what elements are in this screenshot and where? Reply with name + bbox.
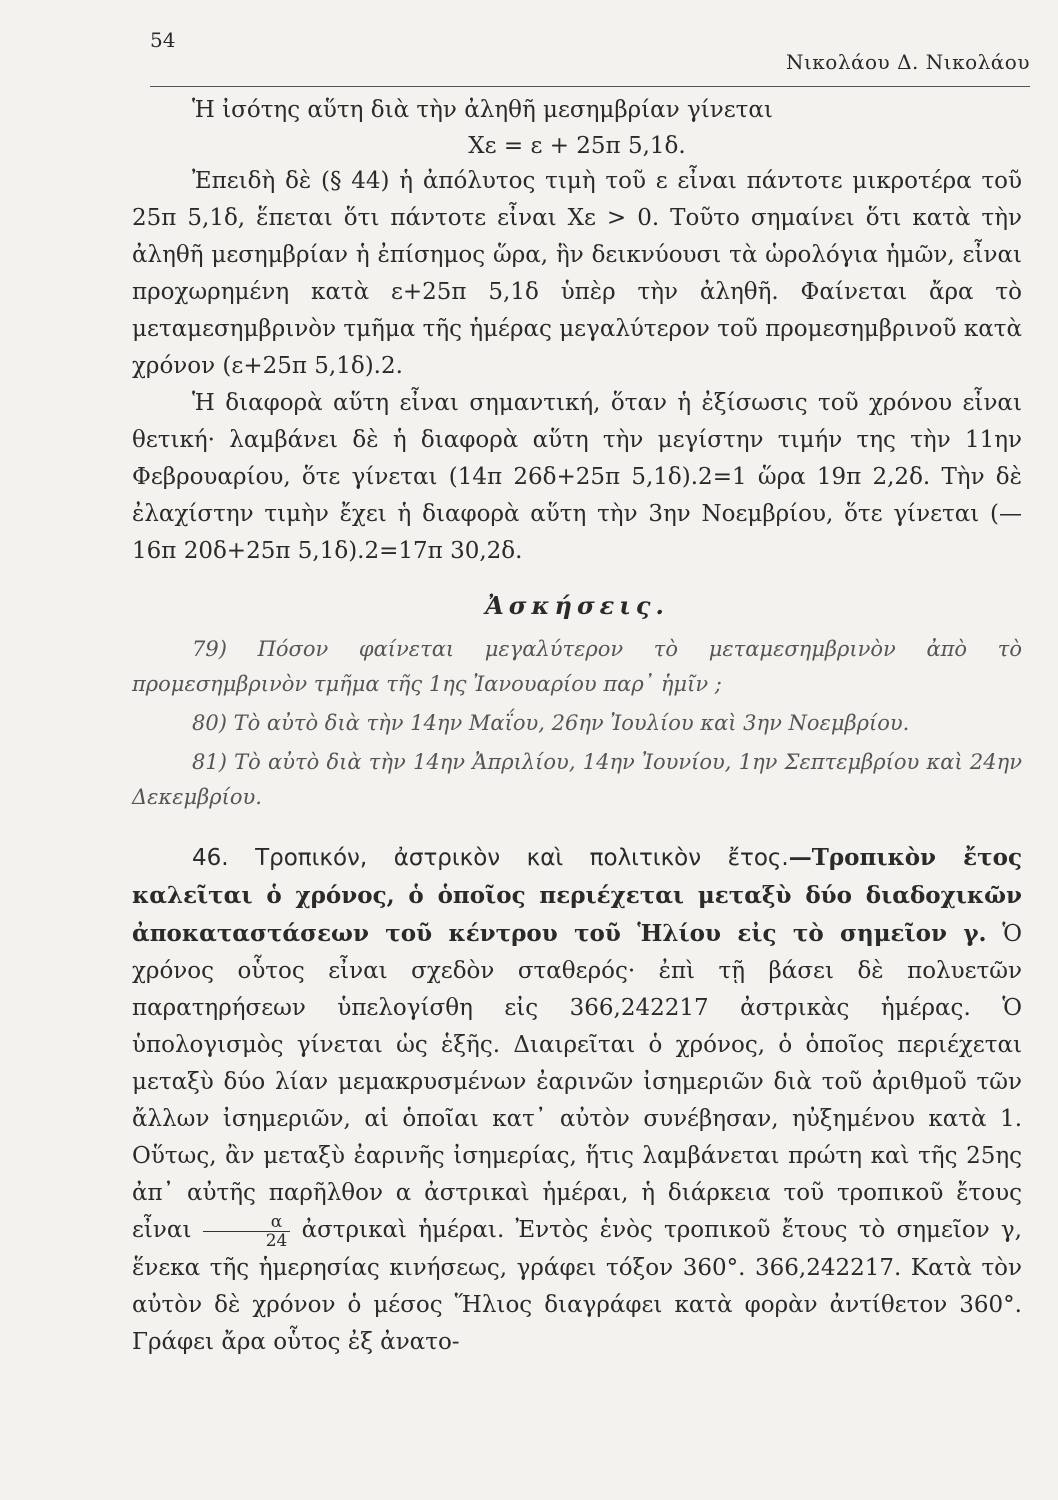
exercise-80: 80) Τὸ αὐτὸ διὰ τὴν 14ην Μαΐου, 26ην Ἰουλίου καὶ 3ην Νοεμβρίου. [192,711,910,735]
section-46-paragraph [132,839,1022,1361]
definition-text: —Τροπικὸν ἔτος καλεῖται ὁ χρόνος, ὁ ὁποῖος περιέχεται μεταξὺ δύο διαδοχικῶν ἀποκαταστάσεων τοῦ κέντρου τοῦ Ἡλίου εἰς τὸ σημεῖον γ. [132,844,1022,947]
page-number: 54 [150,28,176,52]
exercise-81: 81) Τὸ αὐτὸ διὰ τὴν 14ην Ἀπριλίου, 14ην Ἰουνίου, 1ην Σεπτεμβρίου καὶ 24ην Δεκεμβρίου. [132,750,1022,809]
fraction-denominator: 24 [265,1230,288,1251]
section-text-2: ἀστρικαὶ ἡμέραι. Ἐντὸς ἑνὸς τροπικοῦ ἔτους τὸ σημεῖον γ, ἕνεκα τῆς ἡμερησίας κινήσεως, γράφει τόξον 360°. 366,242217. Κατὰ τὸν αὐτὸν δὲ χρόνον ὁ μέσος Ἥλιος διαγράφει κατὰ φορὰν ἀντίθετον 360°. Γράφει ἄρα οὗτος ἐξ ἀνατο- [132,1217,1022,1355]
section-heading: 46. Τροπικόν, ἀστρικὸν καὶ πολιτικὸν ἔτος. [192,845,789,871]
exercises-title: Ἀσκήσεις. [485,591,669,620]
section-text-1: Ὁ χρόνος οὗτος εἶναι σχεδὸν σταθερός· ἐπὶ τῇ βάσει δὲ πολυετῶν παρατηρήσεων ὑπελογίσθη εἰς 366,242217 ἀστρικὰς ἡμέρας. Ὁ ὑπολογισμὸς γίνεται ὡς ἑξῆς. Διαιρεῖται ὁ χρόνος, ὁ ὁποῖος περιέχεται μεταξὺ δύο λίαν μεμακρυσμένων ἐαρινῶν ἰσημεριῶν διὰ τοῦ ἀριθμοῦ τῶν ἄλλων ἰσημεριῶν, αἱ ὁποῖαι κατ᾽ αὐτὸν συνέβησαν, ηὐξημένου κατὰ 1. Οὕτως, ἂν μεταξὺ ἐαρινῆς ἰσημερίας, ἥτις λαμβάνεται πρώτη καὶ τῆς 25ης ἀπ᾽ αὐτῆς παρῆλθον α ἀστρικαὶ ἡμέραι, ἡ διάρκεια τοῦ τροπικοῦ ἔτους εἶναι [132,921,1022,1243]
fraction-numerator: α [203,1213,291,1232]
equation: Xε = ε + 25π 5,1δ. [468,133,686,159]
running-head: Νικολάου Δ. Νικολάου [785,50,1030,74]
fraction [203,1213,291,1250]
page-body [132,92,1022,1361]
exercise-79: 79) Πόσον φαίνεται μεγαλύτερον τὸ μεταμεσημβρινὸν ἀπὸ τὸ προμεσημβρινὸν τμῆμα τῆς 1ης Ἰανουαρίου παρ᾽ ἡμῖν ; [132,637,1022,696]
intro-paragraph-3: Ἡ διαφορὰ αὕτη εἶναι σημαντική, ὅταν ἡ ἐξίσωσις τοῦ χρόνου εἶναι θετική· λαμβάνει δὲ ἡ διαφορὰ αὕτη τὴν μεγίστην τιμήν της τὴν 11ην Φεβρουαρίου, ὅτε γίνεται (14π 26δ+25π 5,1δ).2=1 ὥρα 19π 2,2δ. Τὴν δὲ ἐλαχίστην τιμὴν ἔχει ἡ διαφορὰ αὕτη τὴν 3ην Νοεμβρίου, ὅτε γίνεται (—16π 20δ+25π 5,1δ).2=17π 30,2δ. [132,390,1022,564]
intro-paragraph-1: Ἡ ἰσότης αὕτη διὰ τὴν ἀληθῆ μεσημβρίαν γίνεται [192,97,773,123]
header-rule [150,86,1030,87]
intro-paragraph-2: Ἐπειδὴ δὲ (§ 44) ἡ ἀπόλυτος τιμὴ τοῦ ε εἶναι πάντοτε μικροτέρα τοῦ 25π 5,1δ, ἕπεται ὅτι πάντοτε εἶναι Xε > 0. Τοῦτο σημαίνει ὅτι κατὰ τὴν ἀληθῆ μεσημβρίαν ἡ ἐπίσημος ὥρα, ἣν δεικνύουσι τὰ ὡρολόγια ἡμῶν, εἶναι προχωρημένη κατὰ ε+25π 5,1δ ὑπὲρ τὴν ἀληθῆ. Φαίνεται ἄρα τὸ μεταμεσημβρινὸν τμῆμα τῆς ἡμέρας μεγαλύτερον τοῦ προμεσημβρινοῦ κατὰ χρόνον (ε+25π 5,1δ).2. [132,168,1022,379]
page-header [150,28,1030,88]
